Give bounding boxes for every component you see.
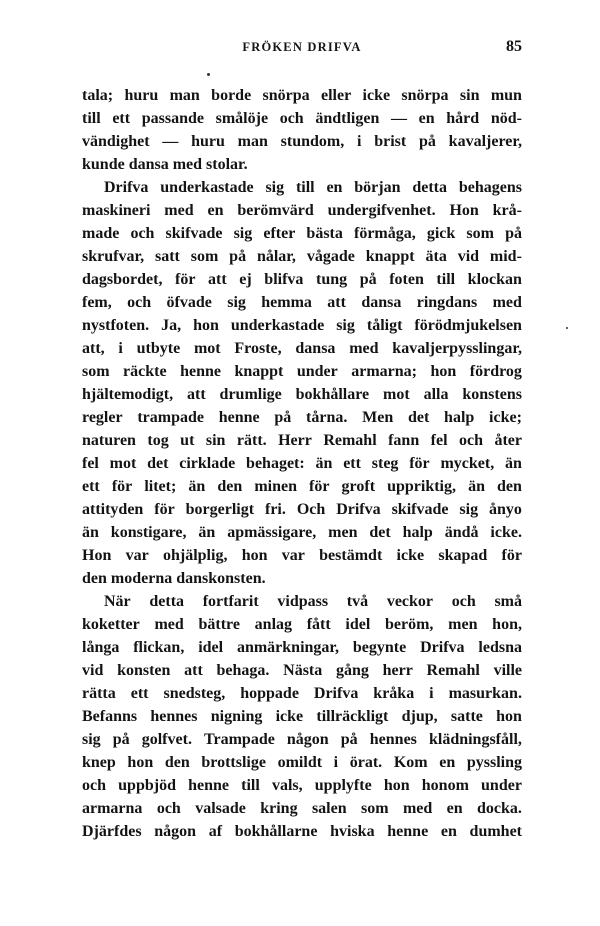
text-line: långa flickan, idel anmärkningar, begynte Drifva ledsna (82, 639, 522, 656)
text-line: fel mot det cirklade behaget: än ett steg för mycket, än (82, 455, 522, 472)
text-line: naturen tog ut sin rätt. Herr Remahl fann fel och åter (82, 432, 522, 449)
body-text (82, 84, 522, 843)
text-line: Befanns hennes nigning icke tillräckligt djup, satte hon (82, 708, 522, 725)
print-speck (207, 73, 210, 76)
text-line: knep hon den brottslige omildt i örat. Kom en pyssling (82, 754, 522, 771)
page-number: 85 (506, 38, 522, 55)
text-line: skrufvar, satt som på nålar, vågade knappt äta vid mid- (82, 248, 522, 265)
text-line: sig på golfvet. Trampade någon på hennes klädningsfåll, (82, 731, 522, 748)
text-line: till ett passande smålöje och ändtligen — en hård nöd- (82, 110, 522, 127)
text-line: ett för litet; än den minen för groft uppriktig, än den (82, 478, 522, 495)
text-line: hjältemodigt, att drumlige bokhållare mot alla konstens (82, 386, 522, 403)
text-line: Djärfdes någon af bokhållarne hviska henne en dumhet (82, 823, 522, 840)
text-line: kunde dansa med stolar. (82, 156, 248, 173)
text-line: vändighet — huru man stundom, i brist på kavaljerer, (82, 133, 522, 150)
text-line: När detta fortfarit vidpass två veckor och små (104, 593, 522, 610)
print-speck (566, 327, 568, 329)
text-line: som räckte henne knappt under armarna; hon fördrog (82, 363, 522, 380)
text-line: rätta ett snedsteg, hoppade Drifva kråka i masurkan. (82, 685, 522, 702)
text-line: maskineri med en berömvärd undergifvenhet. Hon krå- (82, 202, 522, 219)
text-line: Hon var ohjälplig, hon var bestämdt icke skapad för (82, 547, 522, 564)
text-line: tala; huru man borde snörpa eller icke snörpa sin mun (82, 87, 522, 104)
page-header (82, 40, 522, 62)
text-line: attityden för borgerligt fri. Och Drifva skifvade sig ånyo (82, 501, 522, 518)
text-line: nystfoten. Ja, hon underkastade sig tåligt förödmjukelsen (82, 317, 522, 334)
text-line: dagsbordet, för att ej blifva tung på foten till klockan (82, 271, 522, 288)
text-line: än konstigare, än apmässigare, men det halp ändå icke. (82, 524, 522, 541)
text-line: made och skifvade sig efter bästa förmåga, gick som på (82, 225, 522, 242)
text-line: och uppbjöd henne till vals, upplyfte hon honom under (82, 777, 522, 794)
text-line: vid konsten att behaga. Nästa gång herr Remahl ville (82, 662, 522, 679)
text-line: den moderna danskonsten. (82, 570, 266, 587)
text-line: fem, och öfvade sig hemma att dansa ringdans med (82, 294, 522, 311)
text-line: Drifva underkastade sig till en början detta behagens (104, 179, 522, 196)
text-line: att, i utbyte mot Froste, dansa med kavaljerpysslingar, (82, 340, 522, 357)
running-head: FRÖKEN DRIFVA (242, 40, 362, 54)
text-line: regler trampade henne på tårna. Men det halp icke; (82, 409, 522, 426)
text-line: armarna och valsade kring salen som med en docka. (82, 800, 522, 817)
text-line: koketter med bättre anlag fått idel beröm, men hon, (82, 616, 522, 633)
